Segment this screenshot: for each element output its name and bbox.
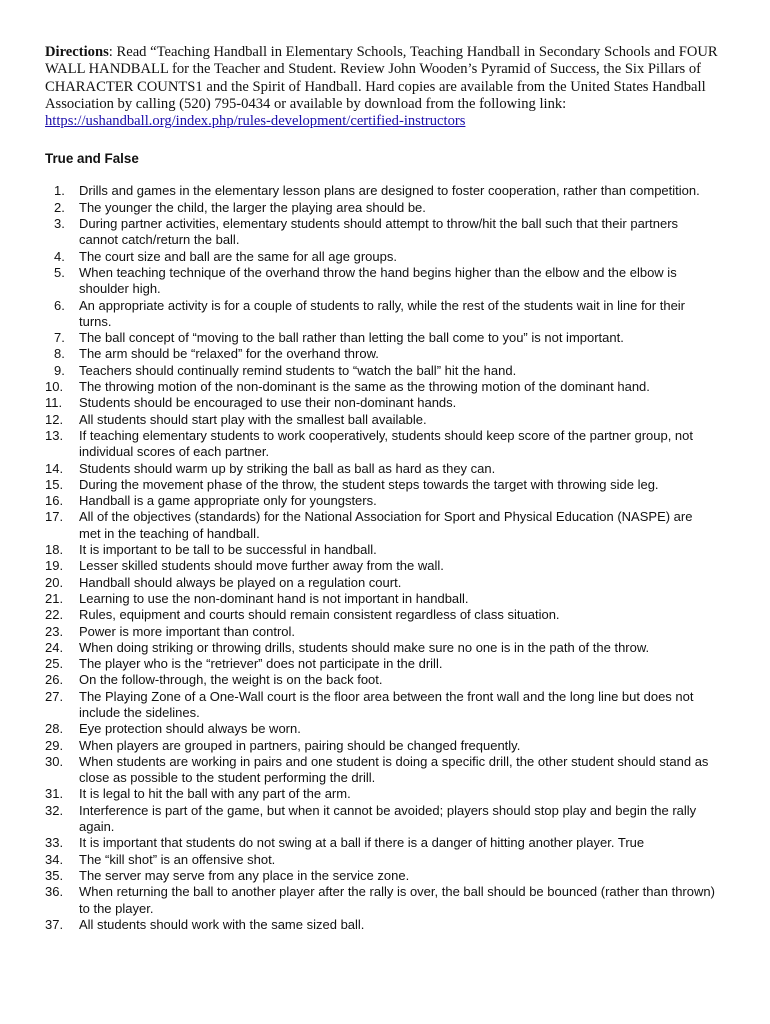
question-number: 15. bbox=[45, 476, 64, 492]
certified-instructors-link[interactable]: https://ushandball.org/index.php/rules-development/certified-instructors bbox=[45, 113, 466, 130]
question-item bbox=[45, 835, 717, 851]
question-text: When players are grouped in partners, pairing should be changed frequently. bbox=[79, 737, 521, 753]
directions-text: : Read “Teaching Handball in Elementary Schools, Teaching Handball in Secondary Schools and FOUR WALL HANDBALL for the Teacher and Student. Review John Wooden’s Pyramid of Success, the Six Pillars of CHARACTER COUNTS1 and the Spirit of Handball. Hard copies are available from the United States Handball Association by calling (520) 795-0434 or available by download from the following link: bbox=[45, 44, 718, 112]
question-item bbox=[45, 183, 717, 199]
question-number: 26. bbox=[45, 672, 64, 688]
question-item bbox=[45, 346, 717, 362]
question-text: The Playing Zone of a One-Wall court is the floor area between the front wall and the long line but does not include the sidelines. bbox=[79, 688, 694, 720]
question-item bbox=[45, 884, 717, 917]
question-number: 30. bbox=[45, 753, 64, 769]
question-item bbox=[45, 868, 717, 884]
question-item bbox=[45, 249, 717, 265]
questions-list bbox=[45, 183, 718, 933]
question-number: 14. bbox=[45, 460, 64, 476]
question-item bbox=[45, 754, 717, 787]
question-text: Lesser skilled students should move further away from the wall. bbox=[79, 558, 444, 574]
question-number: 23. bbox=[45, 623, 64, 639]
question-item bbox=[45, 672, 717, 688]
question-item bbox=[45, 412, 717, 428]
question-number: 19. bbox=[45, 558, 64, 574]
question-item bbox=[45, 200, 717, 216]
question-text: An appropriate activity is for a couple of students to rally, while the rest of the students wait in line for their turns. bbox=[79, 297, 686, 329]
question-item bbox=[45, 509, 717, 542]
question-number: 27. bbox=[45, 688, 64, 704]
question-number: 2. bbox=[54, 199, 65, 215]
question-item bbox=[45, 852, 717, 868]
question-item bbox=[45, 721, 717, 737]
question-text: The throwing motion of the non-dominant is the same as the throwing motion of the dominant hand. bbox=[79, 379, 650, 395]
question-text: All students should work with the same sized ball. bbox=[79, 916, 365, 932]
question-number: 36. bbox=[45, 884, 64, 900]
question-item bbox=[45, 803, 717, 836]
question-number: 6. bbox=[54, 297, 65, 313]
question-text: Rules, equipment and courts should remain consistent regardless of class situation. bbox=[79, 607, 560, 623]
question-text: On the follow-through, the weight is on the back foot. bbox=[79, 672, 383, 688]
question-number: 34. bbox=[45, 851, 64, 867]
question-text: Students should be encouraged to use their non-dominant hands. bbox=[79, 395, 457, 411]
question-text: All students should start play with the smallest ball available. bbox=[79, 411, 427, 427]
question-text: The court size and ball are the same for all age groups. bbox=[79, 248, 397, 264]
question-number: 10. bbox=[45, 379, 64, 395]
question-number: 8. bbox=[54, 346, 65, 362]
question-item bbox=[45, 607, 717, 623]
question-item bbox=[45, 330, 717, 346]
question-text: Interference is part of the game, but when it cannot be avoided; players should stop play and begin the rally again. bbox=[79, 802, 697, 835]
question-text: The ball concept of “moving to the ball rather than letting the ball come to you” is not important. bbox=[79, 330, 624, 346]
question-number: 25. bbox=[45, 656, 64, 672]
question-text: It is legal to hit the ball with any part of the arm. bbox=[79, 786, 351, 802]
question-number: 22. bbox=[45, 607, 64, 623]
question-text: The younger the child, the larger the playing area should be. bbox=[79, 199, 426, 215]
question-text: All of the objectives (standards) for the National Association for Sport and Physical Education (NASPE) are met in the teaching of handball. bbox=[79, 509, 693, 541]
question-number: 4. bbox=[54, 248, 65, 264]
question-number: 18. bbox=[45, 542, 64, 558]
question-item bbox=[45, 558, 717, 574]
question-item bbox=[45, 363, 717, 379]
question-text: When teaching technique of the overhand throw the hand begins higher than the elbow and the elbow is shoulder high. bbox=[79, 264, 677, 297]
question-item bbox=[45, 395, 717, 411]
question-number: 16. bbox=[45, 493, 64, 509]
question-item bbox=[45, 738, 717, 754]
question-item bbox=[45, 542, 717, 558]
question-text: The arm should be “relaxed” for the overhand throw. bbox=[79, 346, 379, 362]
question-item bbox=[45, 298, 717, 331]
question-text: It is important that students do not swing at a ball if there is a danger of hitting another player. True bbox=[79, 835, 645, 851]
question-text: The “kill shot” is an offensive shot. bbox=[79, 851, 276, 867]
question-item bbox=[45, 379, 717, 395]
directions-label: Directions bbox=[45, 44, 109, 60]
question-item bbox=[45, 689, 717, 722]
question-number: 12. bbox=[45, 411, 64, 427]
question-item bbox=[45, 624, 717, 640]
question-number: 9. bbox=[54, 362, 65, 378]
question-number: 1. bbox=[54, 183, 65, 199]
question-item bbox=[45, 461, 717, 477]
question-number: 11. bbox=[45, 395, 63, 411]
question-text: Drills and games in the elementary lesson plans are designed to foster cooperation, rather than competition. bbox=[79, 183, 700, 199]
question-number: 37. bbox=[45, 916, 64, 932]
directions-paragraph bbox=[45, 44, 721, 130]
question-text: Learning to use the non-dominant hand is not important in handball. bbox=[79, 590, 469, 606]
question-item bbox=[45, 265, 717, 298]
question-text: Eye protection should always be worn. bbox=[79, 721, 301, 737]
question-number: 28. bbox=[45, 721, 64, 737]
question-number: 24. bbox=[45, 639, 64, 655]
question-item bbox=[45, 493, 717, 509]
question-text: When returning the ball to another player after the rally is over, the ball should be bounced (rather than thrown) to the player. bbox=[79, 884, 715, 916]
question-item bbox=[45, 656, 717, 672]
question-text: The server may serve from any place in the service zone. bbox=[79, 867, 410, 883]
question-number: 31. bbox=[45, 786, 64, 802]
section-title: True and False bbox=[45, 151, 139, 167]
question-number: 20. bbox=[45, 574, 64, 590]
question-text: The player who is the “retriever” does not participate in the drill. bbox=[79, 656, 443, 672]
question-number: 35. bbox=[45, 867, 64, 883]
question-number: 13. bbox=[45, 427, 64, 443]
question-number: 32. bbox=[45, 802, 64, 818]
question-text: It is important to be tall to be successful in handball. bbox=[79, 542, 377, 558]
question-text: When students are working in pairs and one student is doing a specific drill, the other student should stand as close as possible to the student performing the drill. bbox=[79, 753, 709, 786]
question-item bbox=[45, 216, 717, 249]
question-number: 29. bbox=[45, 737, 64, 753]
question-item bbox=[45, 428, 717, 461]
question-text: Teachers should continually remind students to “watch the ball” hit the hand. bbox=[79, 362, 517, 378]
question-text: Handball is a game appropriate only for youngsters. bbox=[79, 493, 377, 509]
question-text: During the movement phase of the throw, the student steps towards the target with throwing side leg. bbox=[79, 476, 659, 492]
question-item bbox=[45, 640, 717, 656]
question-text: When doing striking or throwing drills, students should make sure no one is in the path of the throw. bbox=[79, 639, 650, 655]
question-number: 33. bbox=[45, 835, 64, 851]
question-text: During partner activities, elementary students should attempt to throw/hit the ball such that their partners cannot catch/return the ball. bbox=[79, 216, 679, 248]
question-text: Handball should always be played on a regulation court. bbox=[79, 574, 402, 590]
question-number: 17. bbox=[45, 509, 64, 525]
question-number: 3. bbox=[54, 216, 65, 232]
question-item bbox=[45, 477, 717, 493]
question-item bbox=[45, 591, 717, 607]
question-item bbox=[45, 575, 717, 591]
question-text: Power is more important than control. bbox=[79, 623, 296, 639]
question-number: 21. bbox=[45, 590, 64, 606]
question-item bbox=[45, 917, 717, 933]
question-text: If teaching elementary students to work cooperatively, students should keep score of the partner group, not individual scores of each partner. bbox=[79, 427, 694, 460]
question-text: Students should warm up by striking the ball as ball as hard as they can. bbox=[79, 460, 496, 476]
question-number: 7. bbox=[54, 330, 65, 346]
question-item bbox=[45, 786, 717, 802]
question-number: 5. bbox=[54, 264, 65, 280]
